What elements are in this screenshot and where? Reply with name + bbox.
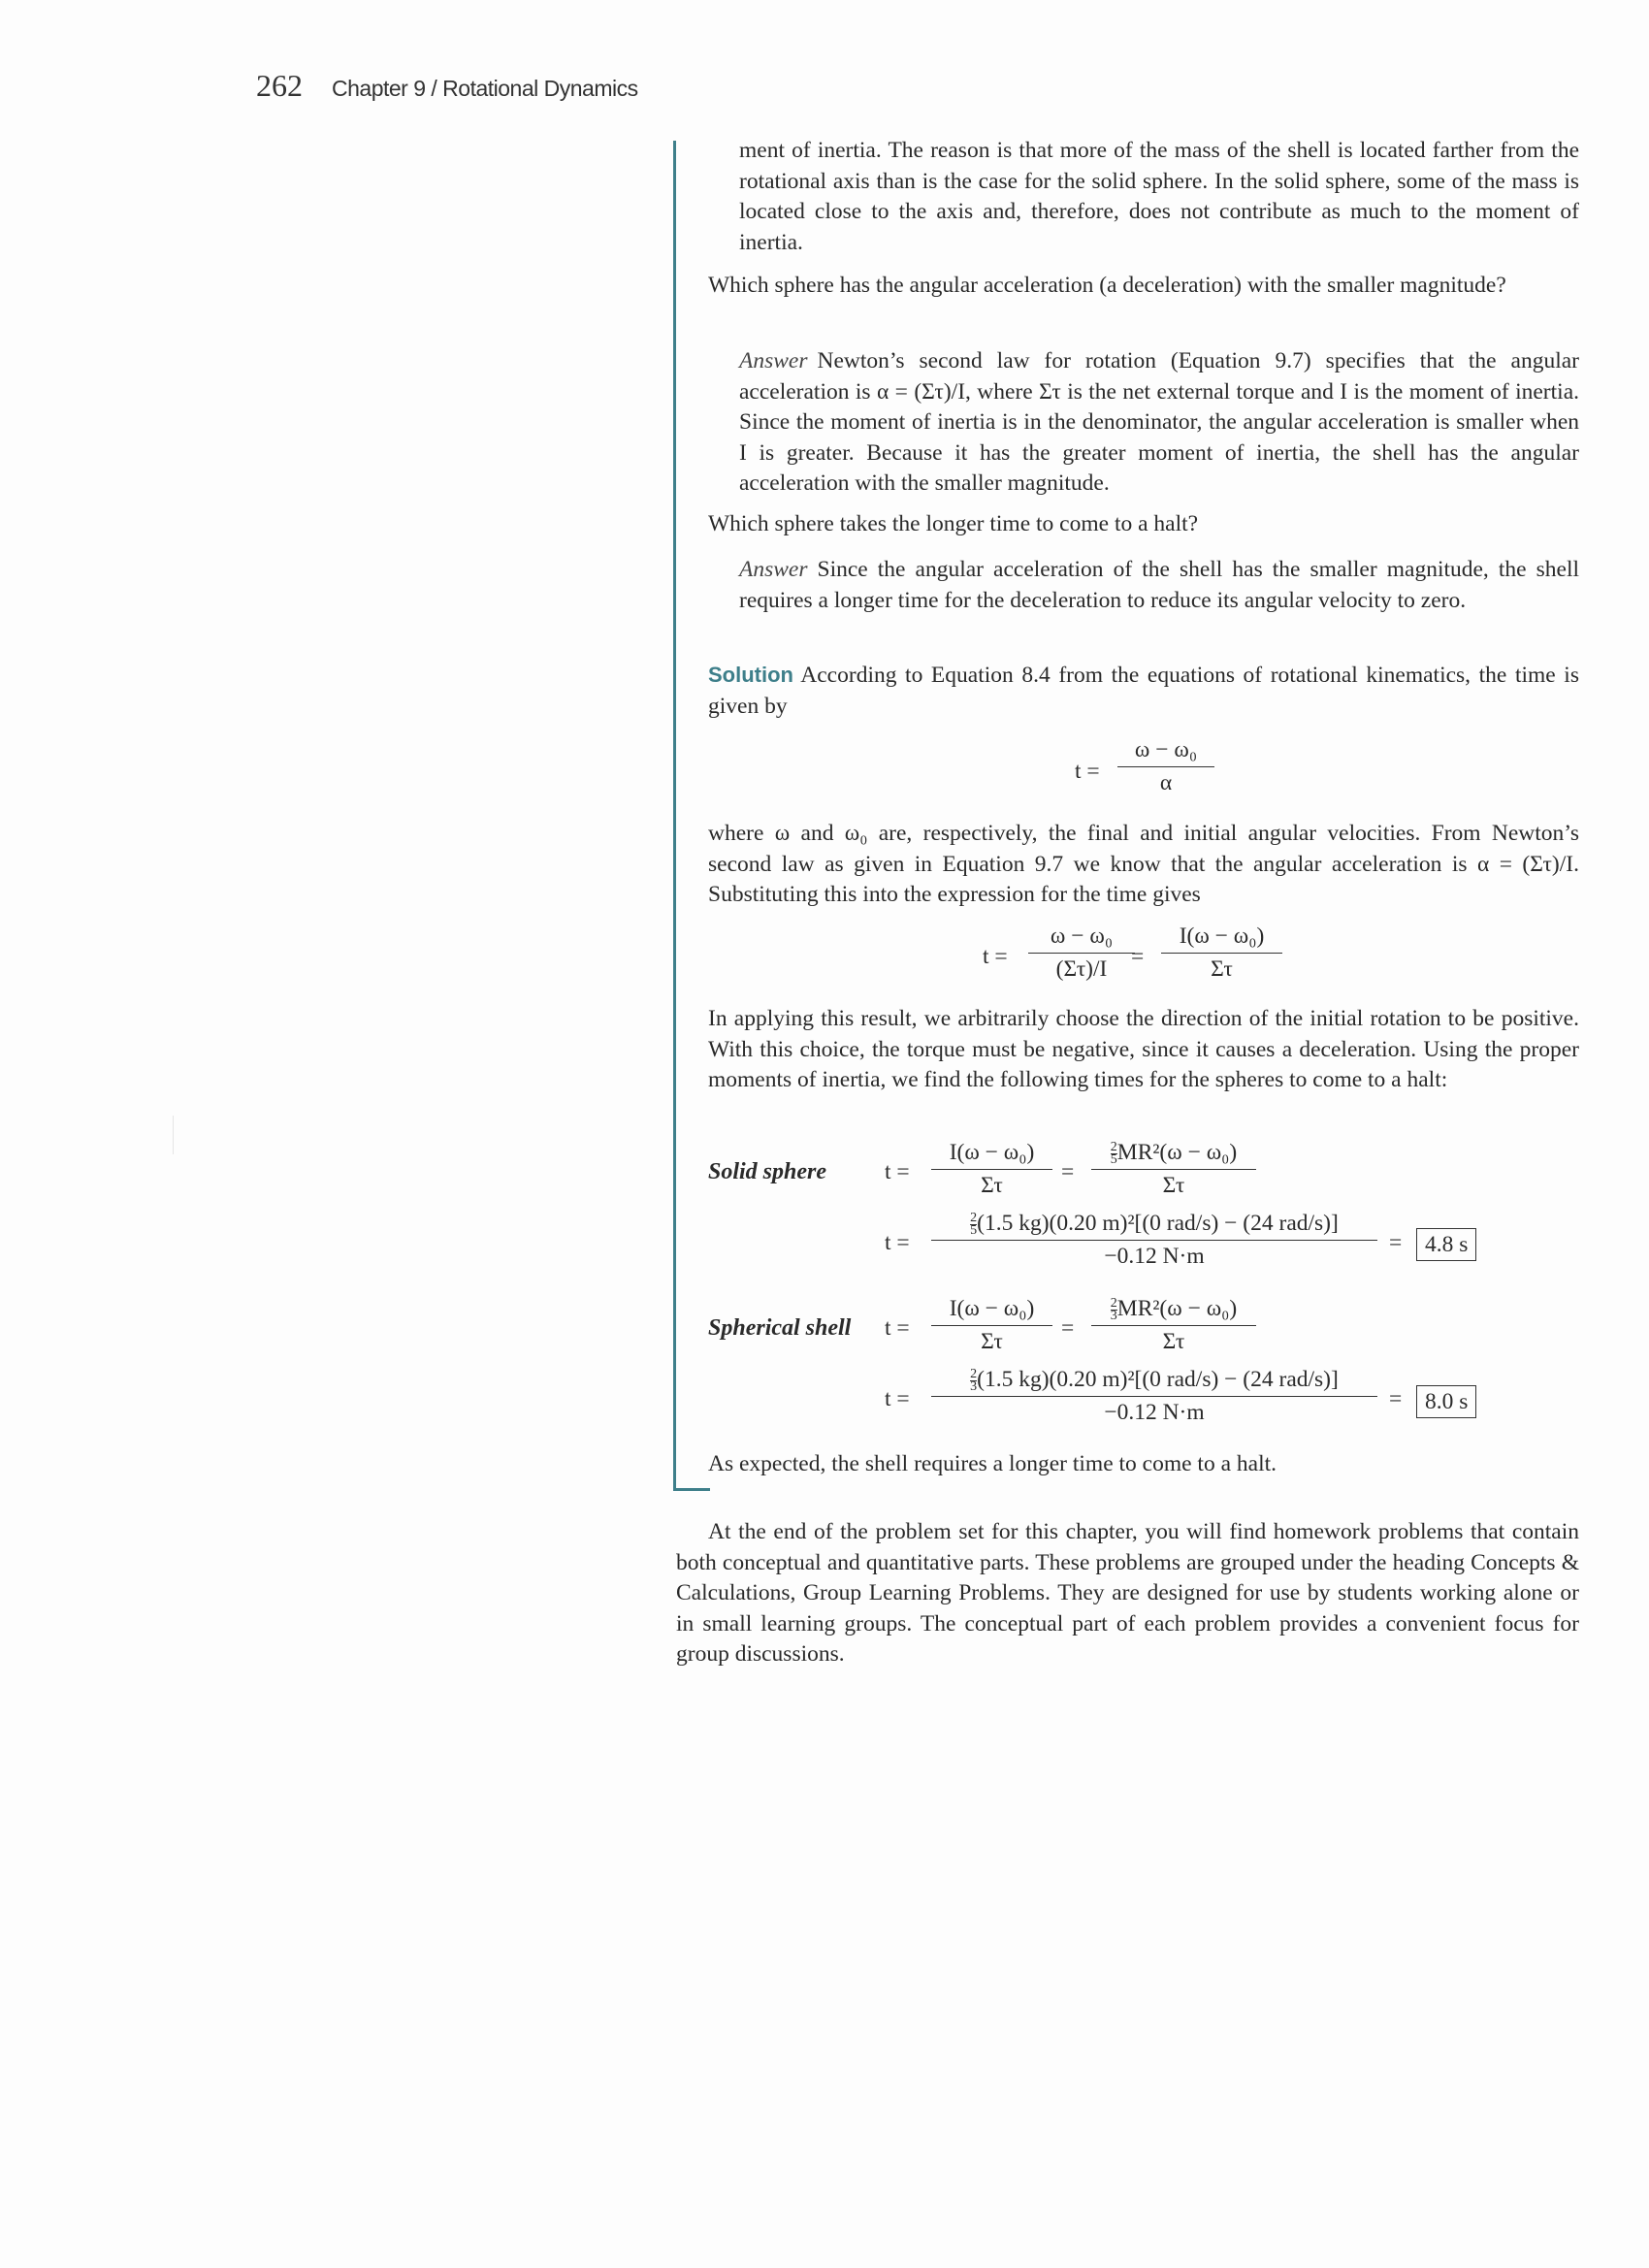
eq2-denominator-b: Στ [1211, 956, 1233, 982]
eq2-numerator-b: I(ω − ω₀) [1161, 923, 1282, 954]
page-header [256, 68, 638, 114]
answer-label: Answer [739, 348, 808, 373]
example-bottom-rule [673, 1488, 710, 1491]
solid-t: t = [885, 1159, 910, 1184]
shell-equals-2: = [1389, 1386, 1403, 1411]
shell-equals-1: = [1061, 1315, 1075, 1341]
shell-frac-3 [931, 1367, 1377, 1426]
shell-t: t = [885, 1315, 910, 1341]
solid-frac-3 [931, 1211, 1377, 1270]
paragraph-moment-of-inertia: ment of inertia. The reason is that more of the mass of the shell is located farther from the rotational axis than is the case for the solid sphere. In the solid sphere, some of the mass is located close to the axis and, therefore, does not contribute as much to the moment of inertia. [739, 138, 1579, 255]
solid-frac-1-den: Στ [981, 1173, 1003, 1198]
solid-equals-2: = [1389, 1230, 1403, 1255]
eq2-t: t = [983, 944, 1008, 969]
solid-t-2: t = [885, 1230, 910, 1255]
eq1-fraction [1117, 737, 1214, 796]
eq1-denominator: α [1159, 770, 1173, 795]
shell-coef-2: $\frac{2}{3}$ [970, 1367, 978, 1395]
shell-label: Spherical shell [708, 1315, 852, 1341]
solid-coef: $\frac{2}{5}$ [1110, 1140, 1117, 1168]
shell-frac-1-num: I(ω − ω₀) [931, 1296, 1052, 1326]
shell-coef: $\frac{2}{3}$ [1110, 1296, 1117, 1324]
shell-t-2: t = [885, 1386, 910, 1411]
solution-intro-text: According to Equation 8.4 from the equations of rotational kinematics, the time is given by [708, 663, 1579, 719]
solid-sphere-label: Solid sphere [708, 1159, 827, 1184]
paragraph-closing: At the end of the problem set for this chapter, you will find homework problems that contain both conceptual and quantitative parts. These problems are grouped under the heading Concepts & Calculations, Group Learning Problems. They are designed for use by students working alone or in small learning groups. The conceptual part of each problem provides a convenient focus for group discussions. [676, 1519, 1579, 1667]
eq2-denominator-a: (Στ)/I [1055, 956, 1108, 982]
answer-text: Newton’s second law for rotation (Equation 9.7) specifies that the angular acceleration is α = (Στ)/I, where Στ is the net external torque and I is the moment of inertia. Since the moment of inertia is in the denominator, the angular acceleration is smaller when I is greater. Because it has the greater moment of inertia, the shell has the angular acceleration with the smaller magnitude. [739, 348, 1579, 496]
shell-frac-1-den: Στ [981, 1329, 1003, 1354]
scan-artifact [173, 1116, 174, 1154]
solid-frac-3-den: −0.12 N·m [1104, 1244, 1205, 1270]
eq1-numerator: ω − ω₀ [1117, 737, 1214, 767]
solid-frac-3-num: $\frac{2}{5}$ (1.5 kg)(0.20 m)²[(0 rad/s) − (24 rad/s)] [931, 1211, 1377, 1241]
paragraph-where: where ω and ω₀ are, respectively, the final and initial angular velocities. From Newton’s second law as given in Equation 9.7 we know that the angular acceleration is α = (Στ)/I. Substituting this into the expression for the time gives [708, 821, 1579, 907]
question-angular-acceleration: Which sphere has the angular acceleration (a deceleration) with the smaller magnitude? [708, 273, 1506, 298]
shell-frac-3-num: $\frac{2}{3}$ (1.5 kg)(0.20 m)²[(0 rad/s) − (24 rad/s)] [931, 1367, 1377, 1397]
solid-equals-1: = [1061, 1159, 1075, 1184]
shell-frac-1 [931, 1296, 1052, 1355]
shell-frac-2-num: $\frac{2}{3}$ MR²(ω − ω₀) [1091, 1296, 1256, 1326]
shell-frac-2 [1091, 1296, 1256, 1355]
solid-frac-2-num: $\frac{2}{5}$ MR²(ω − ω₀) [1091, 1140, 1256, 1170]
shell-frac-3-den: −0.12 N·m [1104, 1400, 1205, 1426]
chapter-title: Chapter 9 / Rotational Dynamics [332, 76, 638, 101]
paragraph-applying: In applying this result, we arbitrarily choose the direction of the initial rotation to be positive. With this choice, the torque must be negative, since it causes a deceleration. Using the proper moments of inertia, we find the following times for the spheres to come to a halt: [708, 1006, 1579, 1092]
answer-angular-acceleration [739, 346, 1579, 500]
solution-intro [708, 660, 1579, 722]
solid-frac-2-den: Στ [1162, 1173, 1185, 1199]
paragraph-expected: As expected, the shell requires a longer time to come to a halt. [708, 1451, 1277, 1476]
solid-result: 4.8 s [1416, 1228, 1476, 1261]
solution-label: Solution [708, 663, 793, 687]
shell-result: 8.0 s [1416, 1385, 1476, 1418]
eq2-fraction-b [1161, 923, 1282, 983]
answer-text: Since the angular acceleration of the shell has the smaller magnitude, the shell requires a longer time for the deceleration to reduce its angular velocity to zero. [739, 557, 1579, 613]
solid-frac-1-num: I(ω − ω₀) [931, 1140, 1052, 1170]
solid-coef-2: $\frac{2}{5}$ [970, 1211, 978, 1239]
solid-frac-2 [1091, 1140, 1256, 1199]
eq2-equals: = [1131, 944, 1145, 969]
eq2-fraction-a [1028, 923, 1135, 983]
solid-frac-1 [931, 1140, 1052, 1199]
question-halt-time: Which sphere takes the longer time to come to a halt? [708, 511, 1199, 536]
eq1-t: t = [1075, 759, 1100, 784]
example-side-rule [673, 141, 676, 1489]
eq2-numerator-a: ω − ω₀ [1028, 923, 1135, 954]
shell-frac-2-den: Στ [1162, 1329, 1185, 1355]
answer-label: Answer [739, 557, 808, 582]
answer-halt-time [739, 555, 1579, 616]
page-number: 262 [256, 68, 303, 103]
